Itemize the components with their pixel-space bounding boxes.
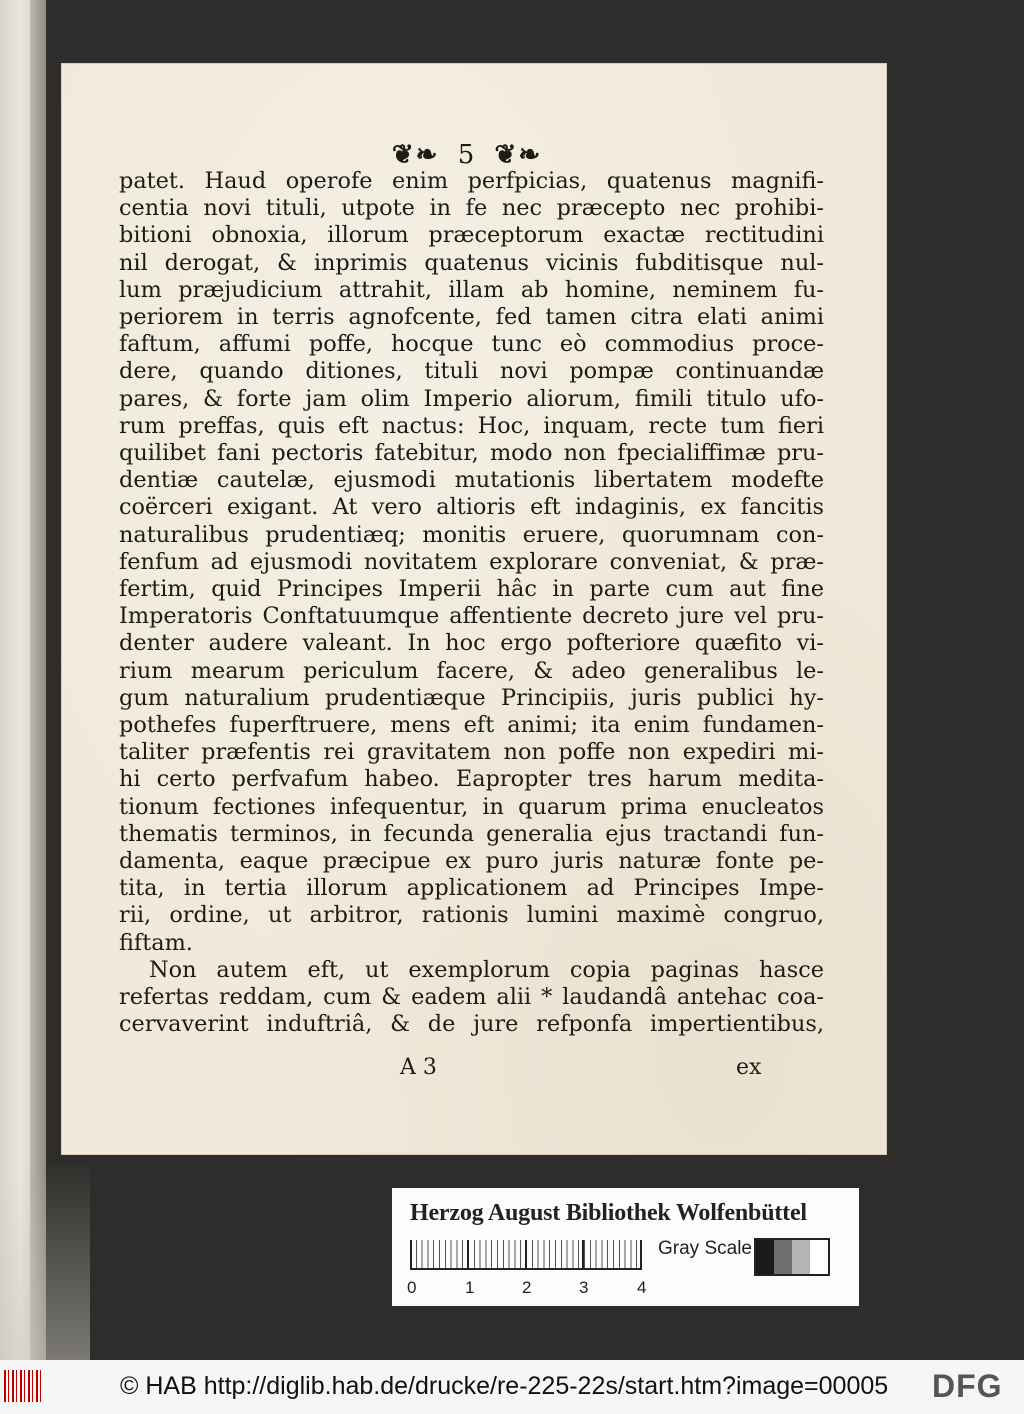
gray-scale-label: Gray Scale xyxy=(658,1238,752,1259)
book-edge-shadow xyxy=(0,1160,90,1360)
ruler-major-tick xyxy=(410,1240,412,1270)
ruler-major-tick xyxy=(640,1240,642,1270)
dfg-logo: DFG xyxy=(932,1368,1003,1404)
text-line: Imperatoris Conftatuumque affentiente decreto jure vel pru- xyxy=(119,603,824,630)
page-header xyxy=(332,142,602,168)
ornament-right-icon: ❦❧ xyxy=(494,140,543,170)
library-name: Herzog August Bibliothek Wolfenbüttel xyxy=(410,1200,807,1226)
text-line: rium mearum periculum facere, & adeo generalibus le- xyxy=(119,657,824,684)
text-line: faftum, affumi poffe, hocque tunc eò commodius proce- xyxy=(119,331,824,358)
text-line: naturalibus prudentiæq; monitis eruere, quorumnam con- xyxy=(119,521,824,548)
text-line: periorem in terris agnofcente, fed tamen citra elati animi xyxy=(119,304,824,331)
text-line: taliter præfentis rei gravitatem non poffe non expediri mi- xyxy=(119,739,824,766)
text-line: dentiæ cautelæ, ejusmodi mutationis libertatem modefte xyxy=(119,467,824,494)
book-page xyxy=(62,64,886,1154)
text-line: refertas reddam, cum & eadem alii * laudandâ antehac coa- xyxy=(119,984,824,1011)
text-line: fenfum ad ejusmodi novitatem explorare conveniat, & præ- xyxy=(119,548,824,575)
ruler xyxy=(410,1240,642,1276)
signature-mark: A 3 xyxy=(400,1055,437,1080)
gray-swatch xyxy=(810,1240,828,1274)
text-line: fertim, quid Principes Imperii hâc in parte cum aut fine xyxy=(119,576,824,603)
text-line: bitioni obnoxia, illorum præceptorum exactæ rectitudini xyxy=(119,222,824,249)
text-line: dere, quando ditiones, tituli novi pompæ continuandæ xyxy=(119,358,824,385)
text-line: coërceri exigant. At vero altioris eft indaginis, ex fancitis xyxy=(119,494,824,521)
text-line: nil derogat, & inprimis quatenus vicinis fubditisque nul- xyxy=(119,249,824,276)
ruler-major-tick xyxy=(582,1240,584,1270)
gray-scale-swatches xyxy=(754,1238,830,1276)
ruler-numbers xyxy=(403,1278,663,1298)
text-line: cervaverint induftriâ, & de jure refponfa impertientibus, xyxy=(119,1011,824,1038)
text-line: tionum fectiones infequentur, in quarum prima enucleatos xyxy=(119,793,824,820)
page-number: 5 xyxy=(457,140,477,170)
text-line: thematis terminos, in fecunda generalia ejus tractandi fun- xyxy=(119,820,824,847)
ruler-number: 4 xyxy=(637,1278,647,1297)
ruler-number: 2 xyxy=(522,1278,532,1297)
text-line: quilibet fani pectoris fatebitur, modo non fpecialiffimæ pru- xyxy=(119,440,824,467)
text-line: fiftam. xyxy=(119,929,193,956)
text-line: rum preffas, quis eft nactus: Hoc, inquam, recte tum fieri xyxy=(119,412,824,439)
text-line: patet. Haud operofe enim perfpicias, quatenus magnifi- xyxy=(119,168,824,194)
barcode-icon xyxy=(4,1370,44,1402)
text-line: Non autem eft, ut exemplorum copia paginas hasce xyxy=(149,956,824,983)
text-line: denter audere valeant. In hoc ergo pofteriore quæfito vi- xyxy=(119,630,824,657)
library-scale-stamp xyxy=(392,1188,859,1306)
ornament-left-icon: ❦❧ xyxy=(391,140,440,170)
text-line: pares, & forte jam olim Imperio aliorum, fimili titulo ufo- xyxy=(119,385,824,412)
text-line: tita, in tertia illorum applicationem ad Principes Impe- xyxy=(119,875,824,902)
ruler-major-tick xyxy=(525,1240,527,1270)
footer-credit-link[interactable]: © HAB http://diglib.hab.de/drucke/re-225-22s/start.htm?image=00005 xyxy=(120,1372,889,1400)
text-line: damenta, eaque præcipue ex puro juris naturæ fonte pe- xyxy=(119,848,824,875)
ruler-number: 0 xyxy=(407,1278,417,1297)
text-line: lum præjudicium attrahit, illam ab homine, neminem fu- xyxy=(119,276,824,303)
gray-swatch xyxy=(774,1240,792,1274)
body-text xyxy=(119,168,824,1039)
ruler-major-tick xyxy=(467,1240,469,1270)
catchword: ex xyxy=(736,1055,762,1080)
footer-bar xyxy=(0,1360,1024,1414)
text-line: pothefes fuperftruere, mens eft animi; ita enim fundamen- xyxy=(119,712,824,739)
gray-swatch xyxy=(756,1240,774,1274)
text-line: hi certo perfvafum habeo. Eapropter tres harum medita- xyxy=(119,766,824,793)
book-edge xyxy=(0,0,46,1360)
gray-swatch xyxy=(792,1240,810,1274)
text-line: rii, ordine, ut arbitror, rationis lumini maximè congruo, xyxy=(119,902,824,929)
text-line: centia novi tituli, utpote in fe nec præcepto nec prohibi- xyxy=(119,195,824,222)
text-line: gum naturalium prudentiæque Principiis, juris publici hy- xyxy=(119,684,824,711)
ruler-number: 3 xyxy=(579,1278,589,1297)
ruler-number: 1 xyxy=(465,1278,475,1297)
